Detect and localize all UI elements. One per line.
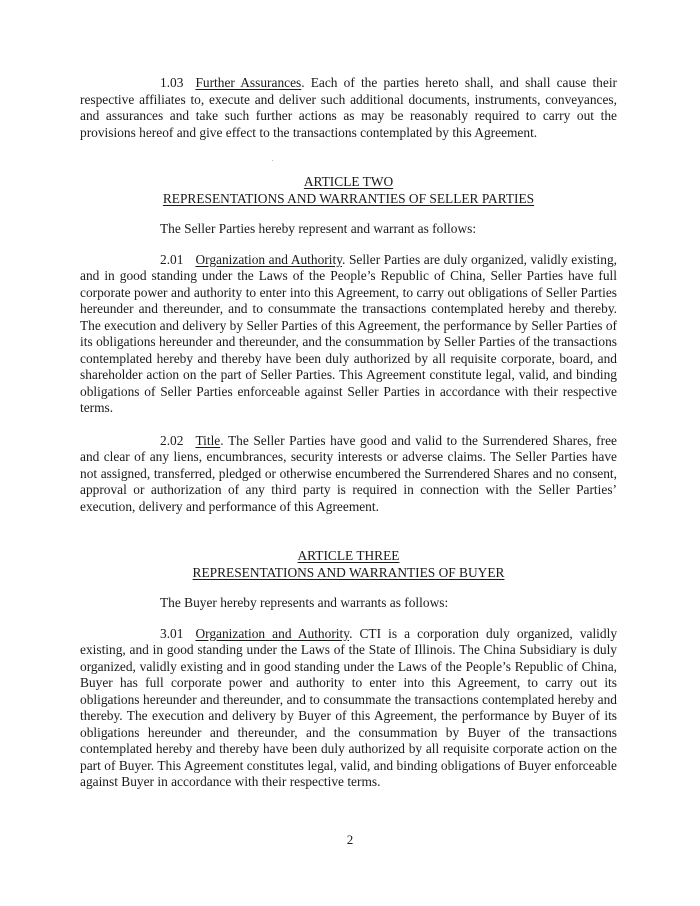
section-number: 2.02 <box>160 432 184 448</box>
section-heading: Title <box>195 432 221 448</box>
section-heading: Organization and Authority <box>195 251 343 267</box>
document-page <box>80 75 617 791</box>
article-three-lead: The Buyer hereby represents and warrants as follows: <box>160 595 449 610</box>
section-2-02 <box>80 433 617 516</box>
article-two-lead: The Seller Parties hereby represent and warrant as follows: <box>160 221 477 236</box>
article-two-subtitle: REPRESENTATIONS AND WARRANTIES OF SELLER PARTIES <box>162 190 535 206</box>
article-three-title: ARTICLE THREE <box>297 548 400 563</box>
section-text: . Seller Parties are duly organized, validly existing, and in good standing under the Laws of the People’s Republic of China, Seller Parties have full corporate power and authority to enter into this Agreement, to carry out obligations of Seller Parties hereunder and thereunder, and to consummate the transactions contemplated hereby and thereby. The execution and delivery by Seller Parties of this Agreement, the performance by Seller Parties of its obligations hereunder and thereunder, and the consummation by Seller Parties of the transactions contemplated hereby and thereby have been duly authorized by all requisite corporate, board, and shareholder action on the part of Seller Parties. This Agreement constitute legal, valid, and binding obligations of Seller Parties enforceable against Seller Parties in accordance with their respective terms. <box>80 251 617 415</box>
section-heading: Organization and Authority <box>195 625 350 641</box>
section-3-01 <box>80 626 617 791</box>
page-number: 2 <box>346 832 354 847</box>
scan-speck <box>272 160 273 161</box>
section-number: 1.03 <box>160 75 184 90</box>
section-number: 3.01 <box>160 625 184 641</box>
section-1-03 <box>80 75 617 141</box>
section-text: . The Seller Parties have good and valid to the Surrendered Shares, free and clear of any liens, encumbrances, security interests or adverse claims. The Seller Parties have not assigned, transferred, pledged or otherwise encumbered the Surrendered Shares and no consent, approval or authorization of any third party is required in connection with the Seller Parties’ execution, delivery and performance of this Agreement. <box>80 432 617 514</box>
article-three-subtitle: REPRESENTATIONS AND WARRANTIES OF BUYER <box>192 564 505 580</box>
section-heading: Further Assurances <box>195 75 302 90</box>
section-number: 2.01 <box>160 251 184 267</box>
section-text: . Each of the parties hereto shall, and shall cause their respective affiliates to, execute and deliver such additional documents, instruments, conveyances, and assurances and take such further actions as may be reasonably required to carry out the provisions hereof and give effect to the transactions contemplated by this Agreement. <box>80 75 617 140</box>
article-two-title: ARTICLE TWO <box>303 174 394 189</box>
section-2-01 <box>80 252 617 417</box>
section-text: . CTI is a corporation duly organized, validly existing, and in good standing under the Laws of the State of Illinois. The China Subsidiary is duly organized, validly existing and in good standing under the Laws of the People’s Republic of China, Buyer has full corporate power and authority to enter into this Agreement, to carry out its obligations hereunder and thereunder, and to consummate the transactions contemplated hereby and thereby. The execution and delivery by Buyer of this Agreement, the performance by Buyer of its obligations hereunder and thereunder, and the consummation by Buyer of the transactions contemplated hereby and thereby have been duly authorized by all requisite corporate action on the part of Buyer. This Agreement constitutes legal, valid, and binding obligations of Buyer enforceable against Buyer in accordance with their respective terms. <box>80 625 618 789</box>
